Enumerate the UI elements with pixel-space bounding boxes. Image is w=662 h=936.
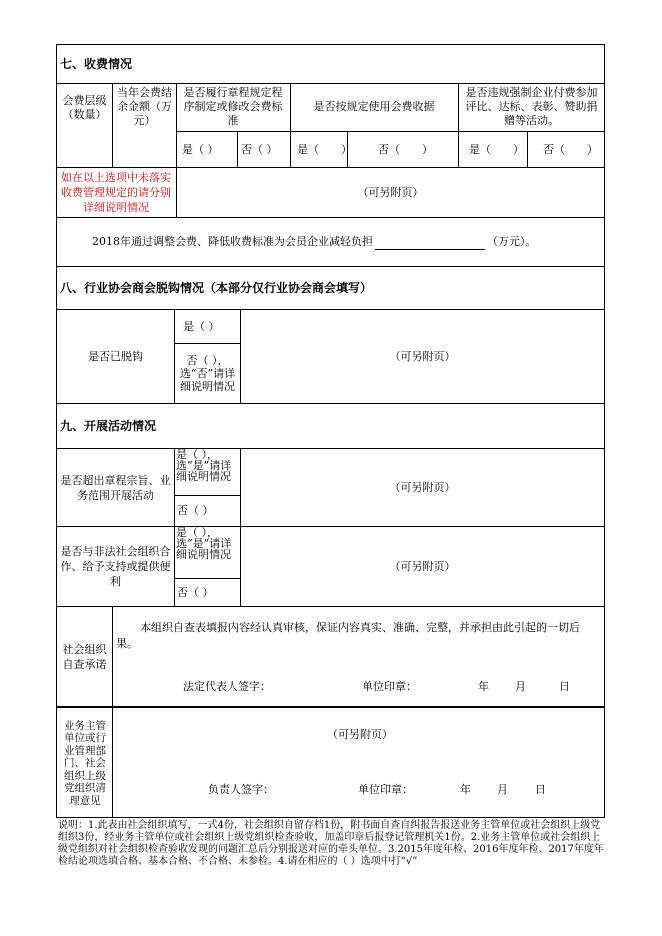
supervisor-attach-note: （可另附页） [327,728,393,741]
commitment-day: 日 [559,680,570,693]
header-fee-receipt: 是否按规定使用会费收据 [313,100,435,113]
header-forced-payment: 是否违规强制企业付费参加评比、达标、表彰、赞助捐赠等活动。 [465,86,598,127]
commitment-seal-label: 单位印章： [362,680,417,693]
footnote: 说明：1.此表由社会组织填写，一式4份，社会组织自留存档1份，附书面自查自纠报告报送业务主管单位或社会组织上级党组织3份，经业务主管单位或社会组织上级党组织检查验收，加盖印章后报登记管理机关1份。2.业务主管单位或社会组织上级党组织对社会组织检查验收发现的问题汇总后分别报送对应的牵头单位。3.2015年度年检、2016年度年检、2017年度年检结论项选填合格、基本合格、不合格、未参检。4.请在相应的（ ）选项中打“√” [58,820,604,867]
fee-violation-note: 如在以上选项中未落实收费管理规定的请分别详细说明情况 [61,171,171,214]
header-fee-level: 会费层级（数量） [62,94,107,121]
row-line [56,606,605,607]
section-title-fees: 七、收费情况 [60,57,133,71]
commitment-text: 本组织自查表填报内容经认真审核，保证内容真实、准确、完整，并承担由此引起的一切后果。 [116,621,580,650]
table-border-right [604,44,605,818]
checkbox-decoupled-no[interactable]: 否（ ），选“否”请详细说明情况 [179,354,236,393]
supervisor-seal-label: 单位印章： [358,783,413,796]
row-line [56,403,605,404]
supervisor-month: 月 [497,783,508,796]
burden-suffix: （万元）。 [487,235,537,248]
col-line [174,309,175,403]
commitment-month: 月 [515,680,526,693]
section-title-decoupling: 八、行业协会商会脱钩情况（本部分仅行业协会商会填写） [60,281,373,295]
supervisor-year: 年 [460,783,471,796]
table-border-top [56,44,605,45]
col-line [174,448,175,606]
commitment-signer-label: 法定代表人签字： [183,680,271,693]
decoupling-attach-note: （可另附页） [389,349,456,363]
col-line [112,83,113,167]
supervisor-signer-label: 负责人签字： [208,783,274,796]
checkbox-forced-no[interactable]: 否（ ） [543,142,598,156]
checkbox-decoupled-yes[interactable]: 是（ ） [183,319,220,333]
checkbox-illegal-no[interactable]: 否（ ） [177,585,214,599]
col-line [237,131,238,167]
checkbox-procedure-no[interactable]: 否（ ） [241,142,278,156]
checkbox-scope-no[interactable]: 否（ ） [177,504,214,517]
checkbox-scope-yes[interactable]: 是（ ），选“是”请详细说明情况 [176,449,232,483]
burden-amount-field[interactable] [375,235,485,250]
checkbox-receipt-yes[interactable]: 是（ ） [297,142,352,156]
supervisor-label: 业务主管单位或行业管理部门、社会组织上级党组织清理意见 [64,719,106,807]
checkbox-forced-yes[interactable]: 是（ ） [469,142,524,156]
commitment-label: 社会组织自查承诺 [62,642,107,671]
activities-question-illegal: 是否与非法社会组织合作、给予支持或提供便利 [60,545,171,588]
row-line [56,706,605,708]
row-line [56,266,605,267]
col-line [112,606,113,818]
checkbox-receipt-no[interactable]: 否（ ） [378,142,433,156]
checkbox-illegal-yes[interactable]: 是（ ），选“是”请详细说明情况 [176,527,232,561]
activities-question-scope: 是否超出章程宗旨、业务范围开展活动 [60,473,171,502]
checkbox-procedure-yes[interactable]: 是（ ） [182,142,219,156]
table-border-left [56,44,57,818]
section-title-activities: 九、开展活动情况 [60,419,157,433]
illegal-attach-note: （可另附页） [389,559,456,573]
table-border-bottom [56,817,605,818]
col-line [290,83,291,167]
header-fee-procedure: 是否履行章程规定程序制定或修改会费标准 [183,86,283,127]
fee-attach-note: （可另附页） [357,185,424,199]
commitment-year: 年 [478,680,489,693]
decoupling-question: 是否已脱钩 [88,349,143,363]
col-line [458,83,459,167]
burden-prefix: 2018年通过调整会费、降低收费标准为会员企业减轻负担 [92,235,373,248]
supervisor-day: 日 [535,783,546,796]
header-fee-balance: 当年会费结余金额（万元） [117,86,172,127]
scope-attach-note: （可另附页） [389,480,456,494]
burden-text [92,218,537,266]
col-line [527,131,528,167]
